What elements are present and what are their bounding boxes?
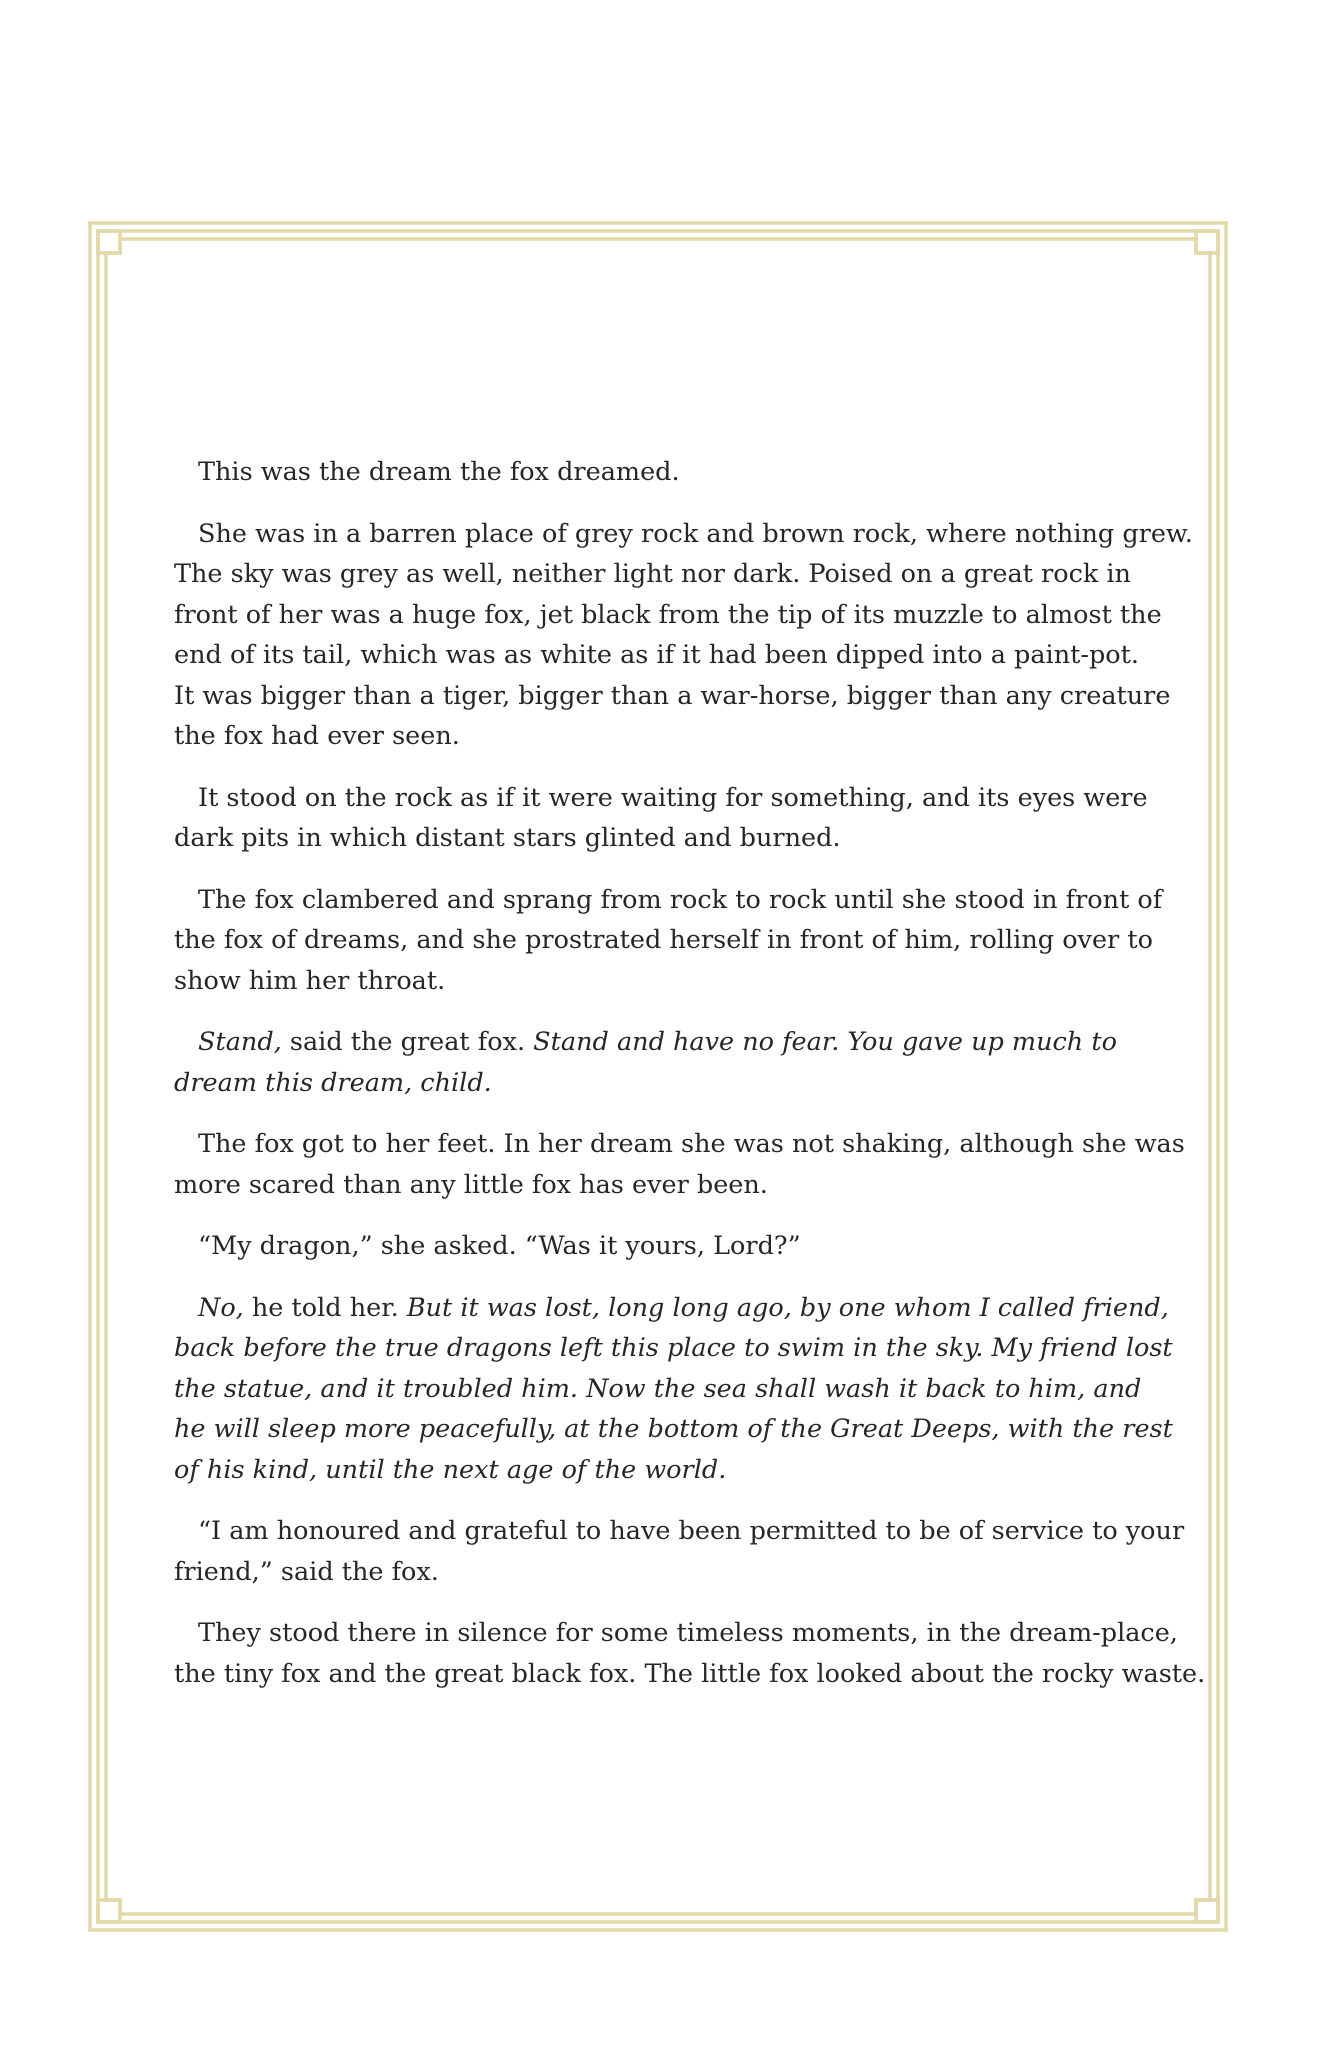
paragraph bbox=[174, 1288, 1173, 1491]
text-line bbox=[174, 1613, 1178, 1654]
text-run: They stood there in silence for some timeless moments, in the dream-place, bbox=[198, 1618, 1178, 1648]
text-line bbox=[174, 514, 1193, 555]
italic-text: of his kind, until the next age of the world. bbox=[174, 1454, 727, 1485]
text-line bbox=[174, 1450, 1154, 1491]
text-line bbox=[174, 1511, 1185, 1552]
text-line bbox=[174, 1409, 1173, 1450]
italic-text: dream this dream, child. bbox=[174, 1067, 492, 1098]
text-line bbox=[174, 716, 1154, 757]
text-run: end of its tail, which was as white as if it had been dipped into a paint-pot. bbox=[174, 640, 1140, 670]
text-line bbox=[174, 452, 1154, 493]
italic-text: the statue, and it troubled him. Now the sea shall wash it back to him, and bbox=[174, 1373, 1142, 1404]
text-run: he told her. bbox=[243, 1292, 407, 1323]
paragraph bbox=[174, 880, 1163, 1002]
text-run: This was the dream the fox dreamed. bbox=[198, 457, 680, 487]
text-run: dark pits in which distant stars glinted and burned. bbox=[174, 823, 841, 853]
text-line bbox=[174, 1288, 1169, 1329]
italic-text: Stand and have no fear. You gave up much to bbox=[533, 1027, 1117, 1057]
text-run: friend,” said the fox. bbox=[174, 1556, 439, 1587]
text-line bbox=[174, 1369, 1154, 1410]
text-run: The fox got to her feet. In her dream she was not shaking, although she was bbox=[198, 1129, 1185, 1159]
text-line bbox=[174, 778, 1154, 819]
text-run: The sky was grey as well, neither light nor dark. Poised on a great rock in bbox=[174, 559, 1131, 589]
text-run: front of her was a huge fox, jet black from the tip of its muzzle to almost the bbox=[174, 599, 1162, 630]
text-run: the fox of dreams, and she prostrated herself in front of him, rolling over to bbox=[174, 925, 1153, 955]
text-line bbox=[174, 595, 1162, 636]
text-line bbox=[174, 818, 1154, 859]
text-run: the tiny fox and the great black fox. The little fox looked about the rocky waste. bbox=[174, 1658, 1206, 1689]
text-run: “I am honoured and grateful to have been permitted to be of service to your bbox=[198, 1516, 1185, 1546]
text-line bbox=[174, 1226, 1154, 1267]
paragraph bbox=[174, 1124, 1185, 1205]
corner-ornament-top-left bbox=[98, 231, 120, 253]
paragraph bbox=[174, 452, 1154, 493]
corner-ornament-top-right bbox=[1196, 231, 1218, 253]
italic-text: he will sleep more peacefully, at the bottom of the Great Deeps, with the rest bbox=[174, 1414, 1173, 1444]
corner-ornament-bottom-left bbox=[98, 1900, 120, 1922]
paragraph bbox=[174, 778, 1154, 859]
text-run: “My dragon,” she asked. “Was it yours, Lord?” bbox=[198, 1231, 801, 1261]
text-line bbox=[174, 1022, 1154, 1063]
paragraph bbox=[174, 1613, 1206, 1694]
paragraph bbox=[174, 514, 1193, 757]
italic-text: Stand, bbox=[198, 1027, 282, 1057]
text-line bbox=[174, 1124, 1185, 1165]
italic-text: No, bbox=[198, 1292, 244, 1323]
italic-text: But it was lost, long long ago, by one whom I called friend, bbox=[406, 1292, 1169, 1323]
italic-text: back before the true dragons left this place to swim in the sky. My friend lost bbox=[174, 1333, 1173, 1363]
text-line bbox=[174, 1552, 1154, 1593]
text-run: It stood on the rock as if it were waiting for something, and its eyes were bbox=[198, 782, 1148, 813]
text-line bbox=[174, 1165, 1154, 1206]
text-run: show him her throat. bbox=[174, 965, 446, 996]
paragraph bbox=[174, 1511, 1185, 1592]
text-line bbox=[174, 1063, 1154, 1104]
text-run: It was bigger than a tiger, bigger than a war-horse, bigger than any creature bbox=[174, 680, 1171, 711]
corner-ornament-bottom-right bbox=[1196, 1900, 1218, 1922]
text-line bbox=[174, 1654, 1206, 1695]
text-line bbox=[174, 676, 1171, 717]
text-line bbox=[174, 880, 1163, 921]
text-run: said the great fox. bbox=[281, 1027, 534, 1057]
text-run: more scared than any little fox has ever been. bbox=[174, 1169, 768, 1200]
text-line bbox=[174, 1328, 1173, 1369]
text-run: She was in a barren place of grey rock and brown rock, where nothing grew. bbox=[198, 518, 1193, 549]
text-run: the fox had ever seen. bbox=[174, 721, 460, 751]
text-run: The fox clambered and sprang from rock to rock until she stood in front of bbox=[198, 884, 1163, 915]
story-text bbox=[174, 452, 1206, 1715]
text-line bbox=[174, 920, 1154, 961]
text-line bbox=[174, 554, 1154, 595]
paragraph bbox=[174, 1022, 1154, 1103]
paragraph bbox=[174, 1226, 1154, 1267]
text-line bbox=[174, 961, 1154, 1002]
text-line bbox=[174, 635, 1154, 676]
